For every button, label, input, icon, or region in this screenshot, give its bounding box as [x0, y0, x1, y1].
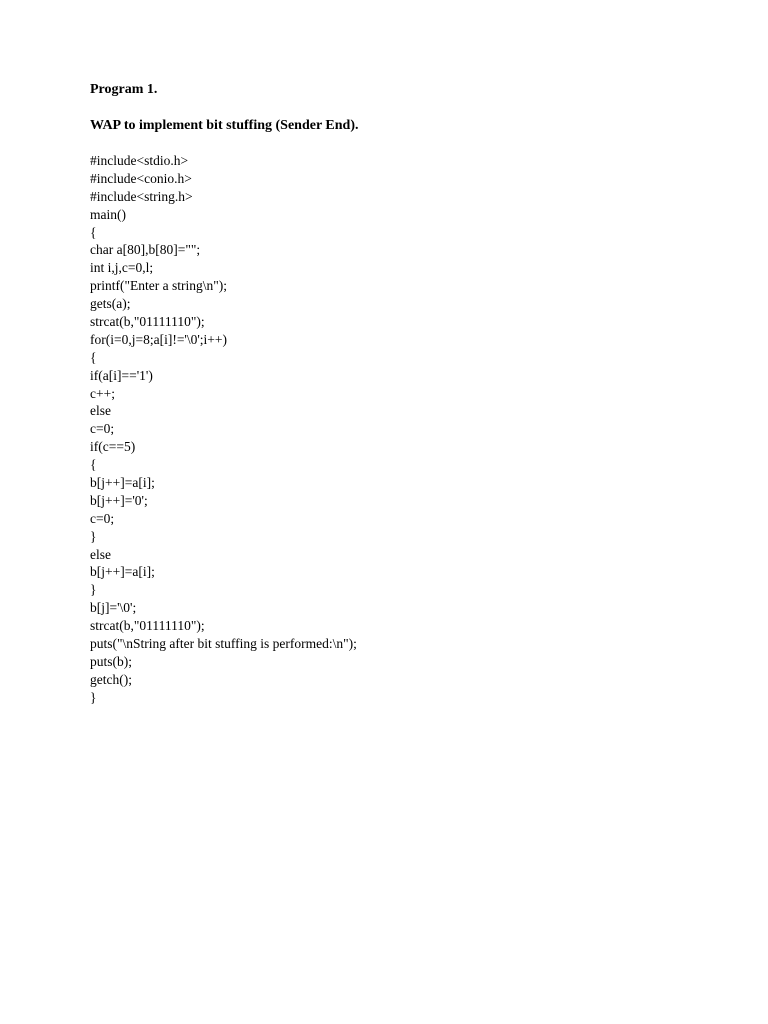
code-line: #include<stdio.h>: [90, 153, 189, 168]
code-line: for(i=0,j=8;a[i]!='\0';i++): [90, 331, 228, 347]
code-line: getch();: [90, 671, 132, 687]
code-line: int i,j,c=0,l;: [90, 260, 154, 276]
code-line: strcat(b,"01111110");: [90, 618, 205, 634]
code-line: {: [90, 224, 97, 240]
code-line: puts(b);: [90, 653, 132, 669]
code-line: if(a[i]=='1'): [90, 367, 153, 383]
code-line: #include<conio.h>: [90, 170, 192, 186]
code-line: printf("Enter a string\n");: [90, 278, 227, 294]
code-line: main(): [90, 206, 126, 222]
code-line: else: [90, 403, 111, 419]
code-line: #include<string.h>: [90, 188, 193, 204]
code-line: c=0;: [90, 421, 115, 437]
code-line: puts("\nString after bit stuffing is performed:\n");: [90, 636, 357, 652]
code-line: char a[80],b[80]="";: [90, 242, 201, 258]
code-line: gets(a);: [90, 296, 131, 312]
code-line: if(c==5): [90, 439, 136, 455]
code-line: b[j++]=a[i];: [90, 475, 155, 491]
code-line: }: [90, 528, 97, 544]
code-line: b[j++]=a[i];: [90, 564, 155, 580]
program-heading: Program 1.: [90, 82, 158, 97]
code-line: }: [90, 582, 97, 598]
code-line: b[j]='\0';: [90, 600, 137, 616]
code-line: {: [90, 349, 97, 365]
code-line: b[j++]='0';: [90, 492, 148, 508]
code-block: [90, 152, 690, 707]
code-line: }: [90, 689, 97, 705]
code-line: c++;: [90, 385, 115, 401]
code-line: strcat(b,"01111110");: [90, 314, 205, 330]
program-title: WAP to implement bit stuffing (Sender End).: [90, 118, 359, 133]
code-line: else: [90, 546, 111, 562]
code-line: c=0;: [90, 510, 115, 526]
code-line: {: [90, 457, 97, 473]
